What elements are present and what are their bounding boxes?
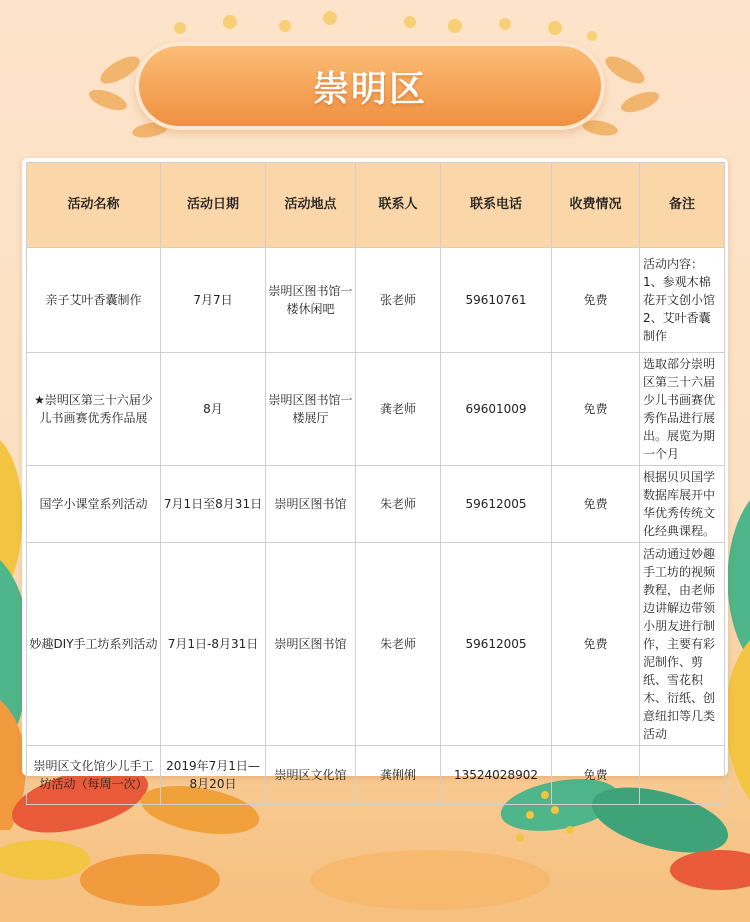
cell-contact: 朱老师 bbox=[356, 543, 441, 746]
cell-note bbox=[640, 746, 725, 805]
cell-activity-date: 7月7日 bbox=[161, 248, 266, 353]
cell-activity-date: 7月1日至8月31日 bbox=[161, 466, 266, 543]
header-activity-name: 活动名称 bbox=[27, 163, 161, 248]
cell-activity-name: ★崇明区第三十六届少儿书画赛优秀作品展 bbox=[27, 353, 161, 466]
cell-activity-date: 7月1日-8月31日 bbox=[161, 543, 266, 746]
cell-activity-name: 妙趣DIY手工坊系列活动 bbox=[27, 543, 161, 746]
table-row bbox=[27, 353, 725, 466]
page-title: 崇明区 bbox=[312, 68, 427, 110]
cell-activity-date: 8月 bbox=[161, 353, 266, 466]
cell-fee: 免费 bbox=[552, 466, 640, 543]
cell-activity-place: 崇明区图书馆一楼展厅 bbox=[266, 353, 356, 466]
cell-activity-date: 2019年7月1日—8月20日 bbox=[161, 746, 266, 805]
header-note: 备注 bbox=[640, 163, 725, 248]
cell-contact: 龚老师 bbox=[356, 353, 441, 466]
cell-activity-place: 崇明区图书馆 bbox=[266, 466, 356, 543]
cell-contact: 张老师 bbox=[356, 248, 441, 353]
cell-contact: 龚俐俐 bbox=[356, 746, 441, 805]
table-row bbox=[27, 746, 725, 805]
table-row bbox=[27, 543, 725, 746]
table-row bbox=[27, 466, 725, 543]
cell-activity-name: 国学小课堂系列活动 bbox=[27, 466, 161, 543]
cell-phone: 59610761 bbox=[441, 248, 552, 353]
cell-activity-place: 崇明区文化馆 bbox=[266, 746, 356, 805]
cell-activity-place: 崇明区图书馆 bbox=[266, 543, 356, 746]
header-contact: 联系人 bbox=[356, 163, 441, 248]
cell-fee: 免费 bbox=[552, 353, 640, 466]
cell-note: 选取部分崇明区第三十六届少儿书画赛优秀作品进行展出。展览为期一个月 bbox=[640, 353, 725, 466]
cell-contact: 朱老师 bbox=[356, 466, 441, 543]
header-phone: 联系电话 bbox=[441, 163, 552, 248]
cell-note: 活动内容：1、参观木棉花开文创小馆 2、艾叶香囊制作 bbox=[640, 248, 725, 353]
cell-activity-name: 崇明区文化馆少儿手工坊活动（每周一次） bbox=[27, 746, 161, 805]
cell-fee: 免费 bbox=[552, 543, 640, 746]
cell-activity-name: 亲子艾叶香囊制作 bbox=[27, 248, 161, 353]
activity-table-card bbox=[22, 158, 728, 791]
table-row bbox=[27, 248, 725, 353]
cell-phone: 69601009 bbox=[441, 353, 552, 466]
activity-table bbox=[26, 162, 725, 805]
cell-activity-place: 崇明区图书馆一楼休闲吧 bbox=[266, 248, 356, 353]
header-activity-place: 活动地点 bbox=[266, 163, 356, 248]
title-banner bbox=[135, 42, 605, 130]
cell-note: 活动通过妙趣手工坊的视频教程，由老师边讲解边带领小朋友进行制作，主要有彩泥制作、剪纸、雪花积木、衍纸、创意纽扣等几类活动 bbox=[640, 543, 725, 746]
cell-fee: 免费 bbox=[552, 746, 640, 805]
top-dots-decoration bbox=[174, 11, 597, 41]
cell-phone: 13524028902 bbox=[441, 746, 552, 805]
table-header-row bbox=[27, 163, 725, 248]
cell-phone: 59612005 bbox=[441, 466, 552, 543]
cell-note: 根据贝贝国学数据库展开中华优秀传统文化经典课程。 bbox=[640, 466, 725, 543]
header-fee: 收费情况 bbox=[552, 163, 640, 248]
header-activity-date: 活动日期 bbox=[161, 163, 266, 248]
cell-phone: 59612005 bbox=[441, 543, 552, 746]
cell-fee: 免费 bbox=[552, 248, 640, 353]
